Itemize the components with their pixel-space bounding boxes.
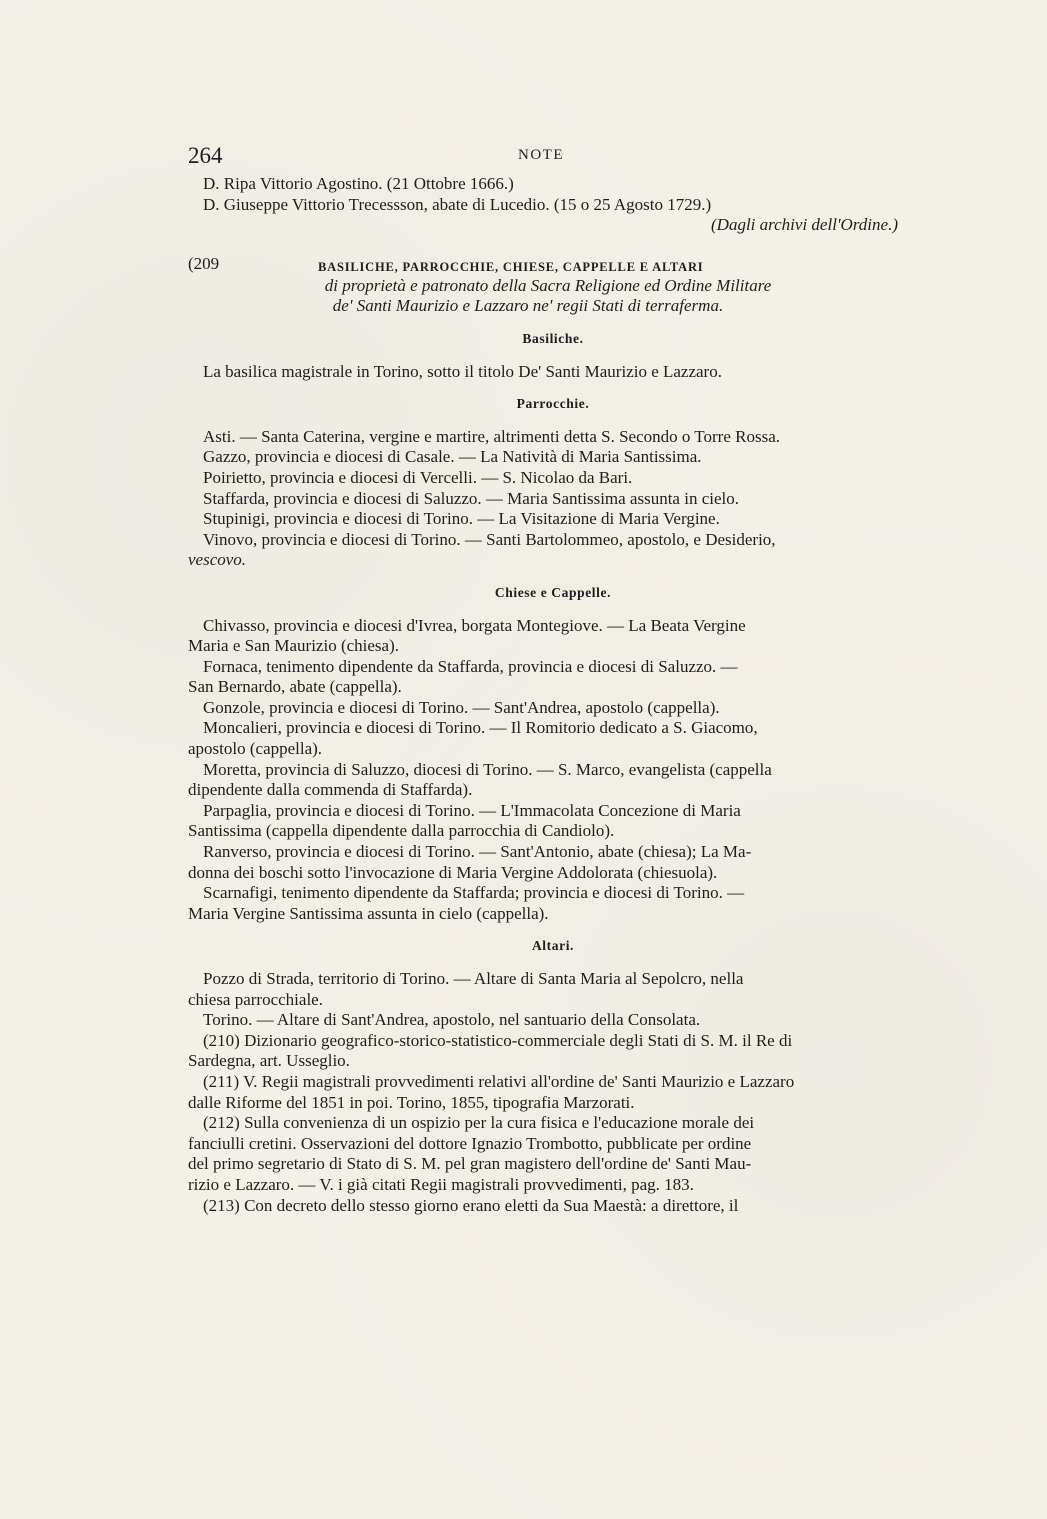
text-line: dalle Riforme del 1851 in poi. Torino, 1855, tipografia Marzorati. bbox=[188, 1092, 635, 1112]
text-line: vescovo. bbox=[188, 550, 247, 570]
text-line: D. Giuseppe Vittorio Trecessson, abate di Lucedio. (15 o 25 Agosto 1729.) bbox=[203, 194, 712, 214]
text-line: Ranverso, provincia e diocesi di Torino. — Sant'Antonio, abate (chiesa); La Ma- bbox=[203, 842, 752, 862]
text-line: Vinovo, provincia e diocesi di Torino. — Santi Bartolommeo, apostolo, e Desiderio, bbox=[203, 529, 776, 549]
text-line: donna dei boschi sotto l'invocazione di Maria Vergine Addolorata (chiesuola). bbox=[188, 862, 718, 882]
text-line: D. Ripa Vittorio Agostino. (21 Ottobre 1666.) bbox=[203, 174, 514, 193]
text-line: Santissima (cappella dipendente dalla parrocchia di Candiolo). bbox=[188, 821, 615, 841]
text-line: Maria e San Maurizio (chiesa). bbox=[188, 636, 399, 656]
section-subtitle: de' Santi Maurizio e Lazzaro ne' regii Stati di terraferma. bbox=[332, 296, 724, 316]
subheading-basiliche: Basiliche. bbox=[522, 330, 584, 346]
running-head: NOTE bbox=[518, 147, 564, 163]
page-header bbox=[188, 143, 898, 169]
footnote-210: (210) Dizionario geografico-storico-statistico-commerciale degli Stati di S. M. il Re di bbox=[203, 1030, 793, 1050]
text-line: Torino. — Altare di Sant'Andrea, apostolo, nel santuario della Consolata. bbox=[203, 1010, 701, 1030]
subheading-chiese: Chiese e Cappelle. bbox=[494, 584, 612, 600]
text-line: del primo segretario di Stato di S. M. pel gran magistero dell'ordine de' Santi Mau- bbox=[188, 1154, 752, 1174]
section-title: BASILICHE, PARROCCHIE, CHIESE, CAPPELLE E ALTARI bbox=[318, 259, 704, 274]
text-line: Pozzo di Strada, territorio di Torino. — Altare di Santa Maria al Sepolcro, nella bbox=[203, 969, 744, 988]
page-number: 264 bbox=[188, 143, 223, 168]
note-209-heading bbox=[188, 254, 898, 276]
text-line: apostolo (cappella). bbox=[188, 739, 323, 759]
text-line: Moretta, provincia di Saluzzo, diocesi di Torino. — S. Marco, evangelista (cappella bbox=[203, 759, 772, 779]
text-line: Maria Vergine Santissima assunta in cielo (cappella). bbox=[188, 903, 549, 923]
note-number: (209 bbox=[188, 253, 220, 273]
text-line: Scarnafigi, tenimento dipendente da Staffarda; provincia e diocesi di Torino. — bbox=[203, 883, 745, 903]
text-line: dipendente dalla commenda di Staffarda). bbox=[188, 780, 473, 800]
footnote-213: (213) Con decreto dello stesso giorno erano eletti da Sua Maestà: a direttore, il bbox=[203, 1195, 739, 1215]
subheading-altari: Altari. bbox=[531, 938, 575, 954]
text-line: Asti. — Santa Caterina, vergine e martire, altrimenti detta S. Secondo o Torre Rossa. bbox=[203, 426, 780, 446]
text-line: Chivasso, provincia e diocesi d'Ivrea, borgata Montegiove. — La Beata Vergine bbox=[203, 615, 746, 635]
page-body bbox=[188, 174, 898, 1216]
text-line: Fornaca, tenimento dipendente da Staffarda, provincia e diocesi di Saluzzo. — bbox=[203, 656, 738, 676]
text-line: rizio e Lazzaro. — V. i già citati Regii magistrali provvedimenti, pag. 183. bbox=[188, 1174, 694, 1194]
text-line: Sardegna, art. Usseglio. bbox=[188, 1051, 350, 1071]
text-line: San Bernardo, abate (cappella). bbox=[188, 677, 402, 697]
text-line: Gazzo, provincia e diocesi di Casale. — La Natività di Maria Santissima. bbox=[203, 447, 702, 467]
text-line: Staffarda, provincia e diocesi di Saluzzo. — Maria Santissima assunta in cielo. bbox=[203, 488, 739, 508]
text-line: La basilica magistrale in Torino, sotto il titolo De' Santi Maurizio e Lazzaro. bbox=[203, 361, 722, 381]
text-line: fanciulli cretini. Osservazioni del dottore Ignazio Trombotto, pubblicate per ordine bbox=[188, 1133, 752, 1153]
section-subtitle: di proprietà e patronato della Sacra Religione ed Ordine Militare bbox=[324, 275, 772, 295]
text-line: chiesa parrocchiale. bbox=[188, 989, 323, 1009]
footnote-211: (211) V. Regii magistrali provvedimenti relativi all'ordine de' Santi Maurizio e Lazzaro bbox=[203, 1071, 795, 1091]
subheading-parrocchie: Parrocchie. bbox=[516, 396, 590, 412]
footnote-212: (212) Sulla convenienza di un ospizio per la cura fisica e l'educazione morale dei bbox=[203, 1113, 755, 1133]
text-line: Stupinigi, provincia e diocesi di Torino. — La Visitazione di Maria Vergine. bbox=[203, 509, 720, 529]
text-line: Moncalieri, provincia e diocesi di Torino. — Il Romitorio dedicato a S. Giacomo, bbox=[203, 718, 758, 738]
text-line: Gonzole, provincia e diocesi di Torino. — Sant'Andrea, apostolo (cappella). bbox=[203, 697, 720, 717]
text-line: Parpaglia, provincia e diocesi di Torino. — L'Immacolata Concezione di Maria bbox=[203, 800, 741, 820]
source-note: (Dagli archivi dell'Ordine.) bbox=[711, 215, 898, 235]
text-line: Poirietto, provincia e diocesi di Vercelli. — S. Nicolao da Bari. bbox=[203, 467, 633, 487]
